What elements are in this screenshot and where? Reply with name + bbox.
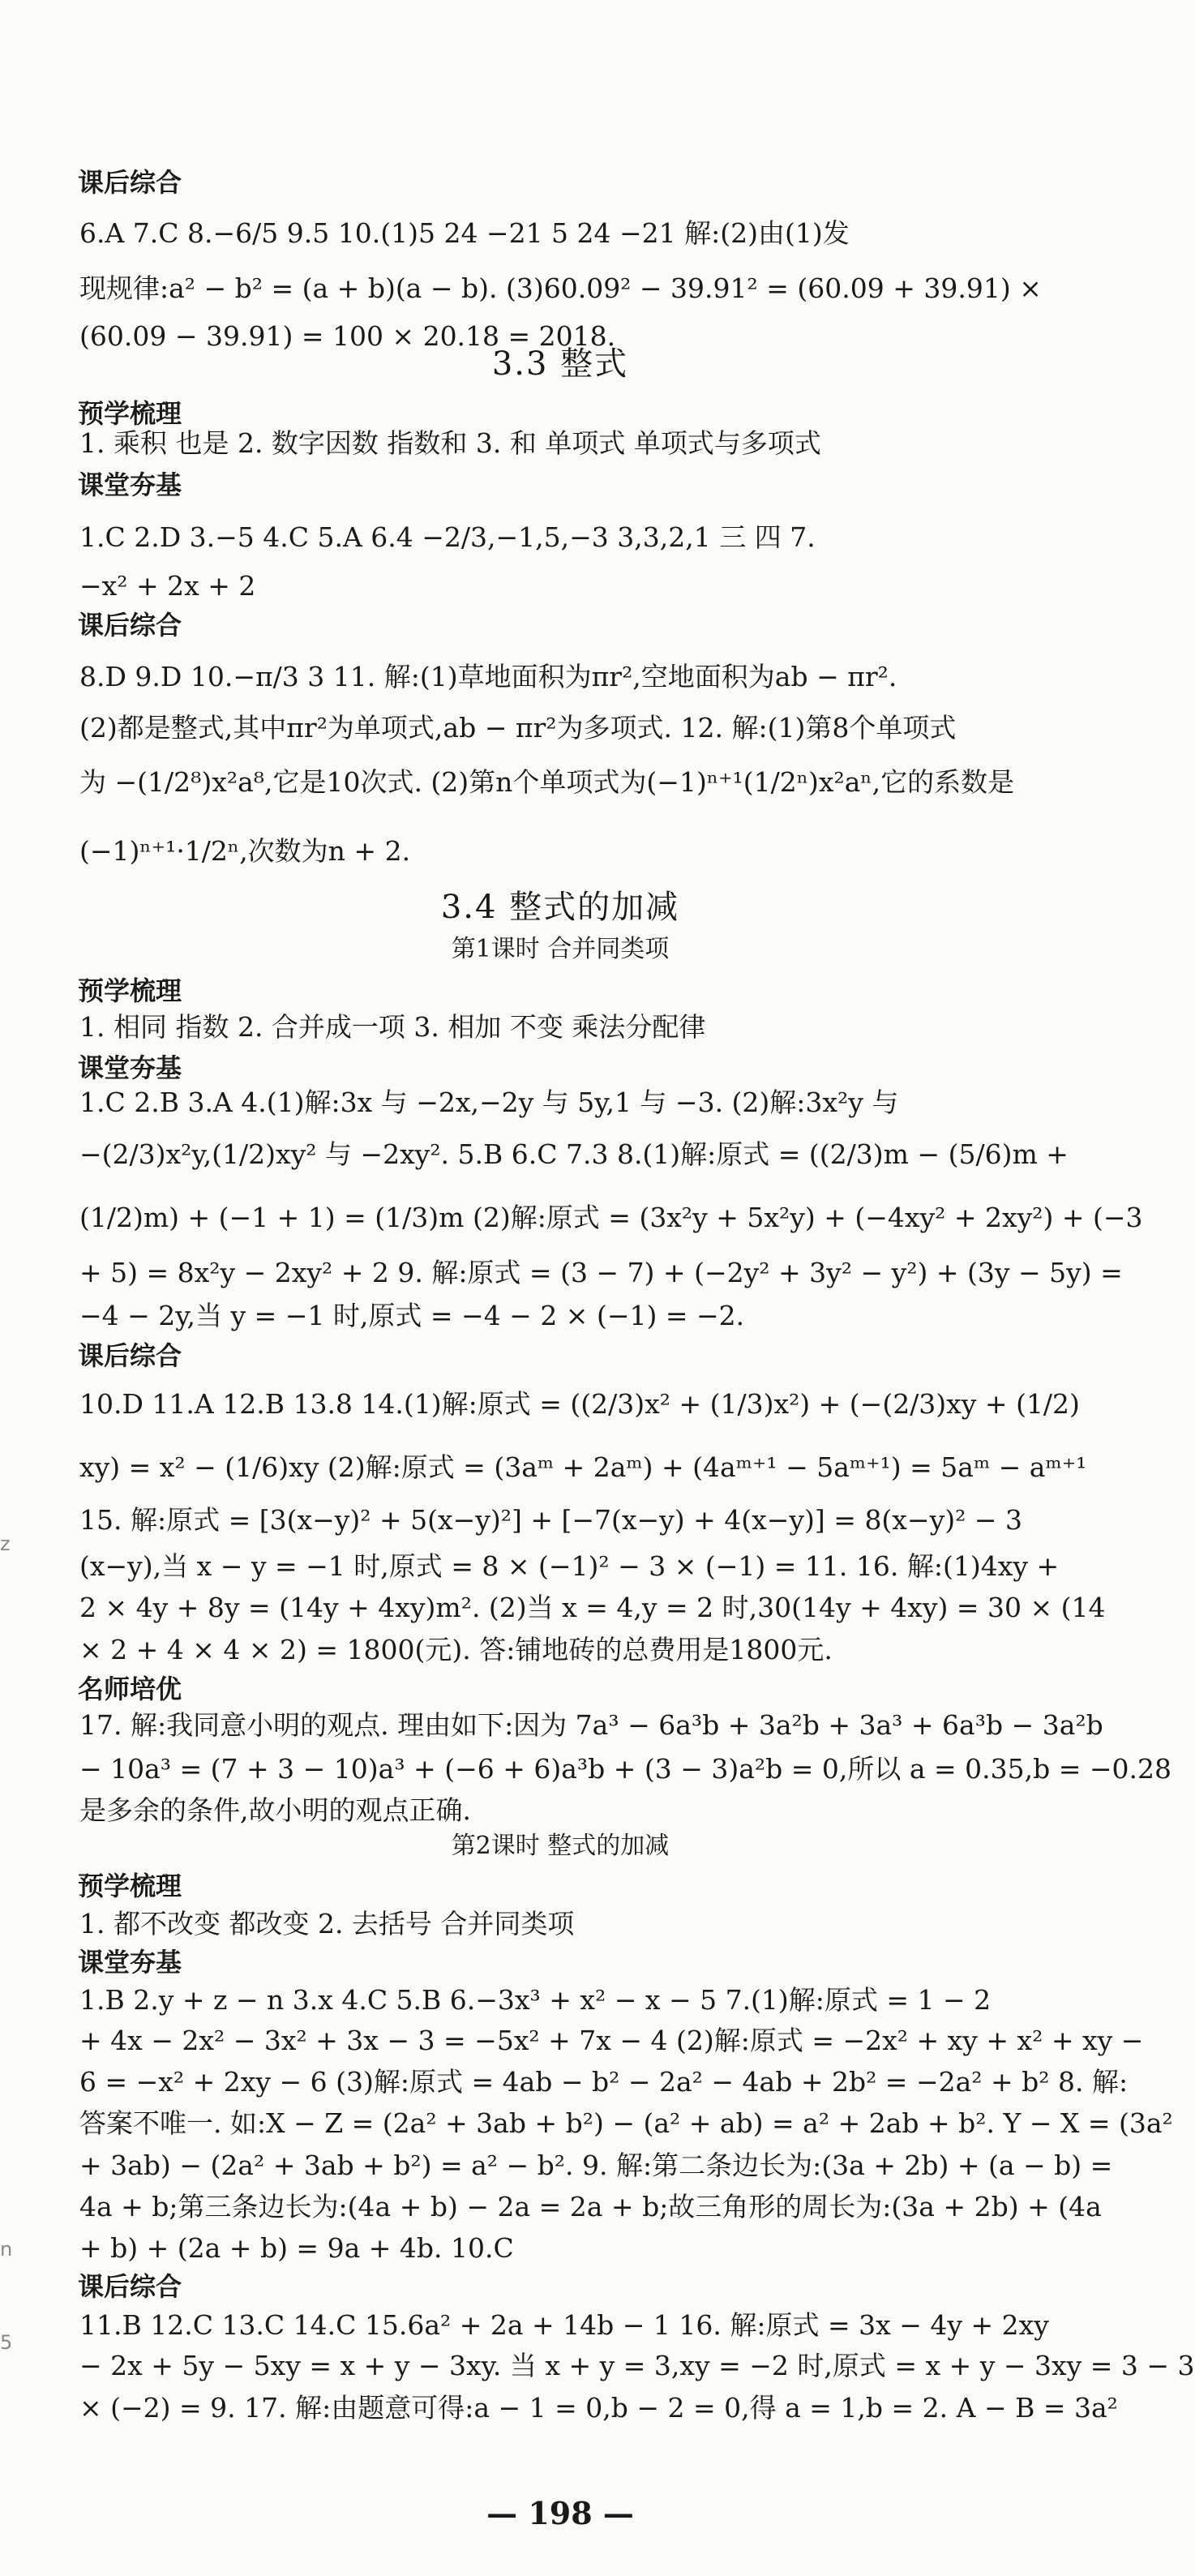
answer-line: 10.D 11.A 12.B 13.8 14.(1)解:原式 = ((2/3)x² + (1/3)x²) + (−(2/3)xy + (1/2) [79,1388,1080,1420]
section-heading: 预学梳理 [78,975,182,1006]
section-heading: 课后综合 [78,2271,182,2302]
answer-line: 1. 乘积 也是 2. 数字因数 指数和 3. 和 单项式 单项式与多项式 [79,427,821,459]
answer-line: − 10a³ = (7 + 3 − 10)a³ + (−6 + 6)a³b + (3 − 3)a²b = 0,所以 a = 0.35,b = −0.28 [79,1753,1172,1785]
answer-line: 1. 相同 指数 2. 合并成一项 3. 相加 不变 乘法分配律 [79,1011,706,1043]
answer-line: −x² + 2x + 2 [79,570,256,602]
answer-line: −4 − 2y,当 y = −1 时,原式 = −4 − 2 × (−1) = −2. [79,1300,745,1331]
answer-line: 现规律:a² − b² = (a + b)(a − b). (3)60.09² − 39.91² = (60.09 + 39.91) × [79,272,1042,304]
answer-line: (x−y),当 x − y = −1 时,原式 = 8 × (−1)² − 3 × (−1) = 11. 16. 解:(1)4xy + [79,1550,1060,1582]
answer-line: 8.D 9.D 10.−π/3 3 11. 解:(1)草地面积为πr²,空地面积为ab − πr². [79,661,897,692]
answer-line: 1.B 2.y + z − n 3.x 4.C 5.B 6.−3x³ + x² − x − 5 7.(1)解:原式 = 1 − 2 [79,1984,992,2016]
section-heading: 课后综合 [78,167,182,198]
answer-line: 11.B 12.C 13.C 14.C 15.6a² + 2a + 14b − 1 16. 解:原式 = 3x − 4y + 2xy [79,2309,1049,2341]
answer-line: + 5) = 8x²y − 2xy² + 2 9. 解:原式 = (3 − 7) + (−2y² + 3y² − y²) + (3y − 5y) = [79,1257,1123,1288]
margin-mark: 5 [0,2331,13,2354]
section-title: 3.4 整式的加减 [440,889,680,926]
section-heading: 预学梳理 [78,398,182,429]
answer-line: −(2/3)x²y,(1/2)xy² 与 −2xy². 5.B 6.C 7.3 8.(1)解:原式 = ((2/3)m − (5/6)m + [79,1138,1069,1170]
answer-line: 2 × 4y + 8y = (14y + 4xy)m². (2)当 x = 4,y = 2 时,30(14y + 4xy) = 30 × (14 [79,1592,1106,1623]
answer-line: (60.09 − 39.91) = 100 × 20.18 = 2018. [79,320,616,352]
answer-line: 答案不唯一. 如:X − Z = (2a² + 3ab + b²) − (a² + ab) = a² + 2ab + b². Y − X = (3a² [79,2107,1173,2139]
answer-line: 为 −(1/2⁸)x²a⁸,它是10次式. (2)第n个单项式为(−1)ⁿ⁺¹(1/2ⁿ)x²aⁿ,它的系数是 [79,766,1015,798]
answer-line: 17. 解:我同意小明的观点. 理由如下:因为 7a³ − 6a³b + 3a²b + 3a³ + 6a³b − 3a²b [79,1709,1103,1741]
answer-line: 15. 解:原式 = [3(x−y)² + 5(x−y)²] + [−7(x−y) + 4(x−y)] = 8(x−y)² − 3 [79,1504,1022,1536]
answer-line: (2)都是整式,其中πr²为单项式,ab − πr²为多项式. 12. 解:(1)第8个单项式 [79,712,957,744]
section-heading: 课堂夯基 [78,1947,182,1978]
answer-line: + b) + (2a + b) = 9a + 4b. 10.C [79,2232,514,2264]
margin-mark: n [0,2238,13,2261]
answer-line: 6.A 7.C 8.−6/5 9.5 10.(1)5 24 −21 5 24 −21 解:(2)由(1)发 [79,217,850,249]
section-heading: 课后综合 [78,1340,182,1371]
answer-line: 6 = −x² + 2xy − 6 (3)解:原式 = 4ab − b² − 2a² − 4ab + 2b² = −2a² + b² 8. 解: [79,2066,1129,2098]
answer-line: + 4x − 2x² − 3x² + 3x − 3 = −5x² + 7x − 4 (2)解:原式 = −2x² + xy + x² + xy − [79,2025,1144,2056]
page-number: — 198 — [486,2495,634,2531]
section-heading: 课堂夯基 [78,469,182,500]
margin-mark: z [0,1532,11,1555]
answer-line: 1.C 2.B 3.A 4.(1)解:3x 与 −2x,−2y 与 5y,1 与 −3. (2)解:3x²y 与 [79,1087,899,1118]
answer-line: 4a + b;第三条边长为:(4a + b) − 2a = 2a + b;故三角形的周长为:(3a + 2b) + (4a [79,2191,1102,2222]
section-heading: 课堂夯基 [78,1052,182,1083]
answer-line: × 2 + 4 × 4 × 2) = 1800(元). 答:铺地砖的总费用是1800元. [79,1634,833,1665]
answer-line: × (−2) = 9. 17. 解:由题意可得:a − 1 = 0,b − 2 = 0,得 a = 1,b = 2. A − B = 3a² [79,2392,1118,2424]
section-heading: 课后综合 [78,610,182,641]
answer-line: xy) = x² − (1/6)xy (2)解:原式 = (3aᵐ + 2aᵐ) + (4aᵐ⁺¹ − 5aᵐ⁺¹) = 5aᵐ − aᵐ⁺¹ [79,1451,1087,1483]
answer-line: (−1)ⁿ⁺¹·1/2ⁿ,次数为n + 2. [79,835,411,867]
answer-line: + 3ab) − (2a² + 3ab + b²) = a² − b². 9. 解:第二条边长为:(3a + 2b) + (a − b) = [79,2150,1113,2181]
section-title: 3.3 整式 [491,345,629,383]
answer-line: (1/2)m) + (−1 + 1) = (1/3)m (2)解:原式 = (3x²y + 5x²y) + (−4xy² + 2xy²) + (−3 [79,1202,1143,1233]
answer-line: 是多余的条件,故小明的观点正确. [79,1794,471,1826]
answer-line: − 2x + 5y − 5xy = x + y − 3xy. 当 x + y = 3,xy = −2 时,原式 = x + y − 3xy = 3 − 3 [79,2350,1195,2381]
lesson-subtitle: 第1课时 合并同类项 [451,935,670,963]
section-heading: 预学梳理 [78,1871,182,1901]
answer-line: 1. 都不改变 都改变 2. 去括号 合并同类项 [79,1908,575,1940]
section-heading: 名师培优 [78,1674,182,1704]
answer-line: 1.C 2.D 3.−5 4.C 5.A 6.4 −2/3,−1,5,−3 3,3,2,1 三 四 7. [79,521,816,553]
lesson-subtitle: 第2课时 整式的加减 [451,1832,670,1860]
